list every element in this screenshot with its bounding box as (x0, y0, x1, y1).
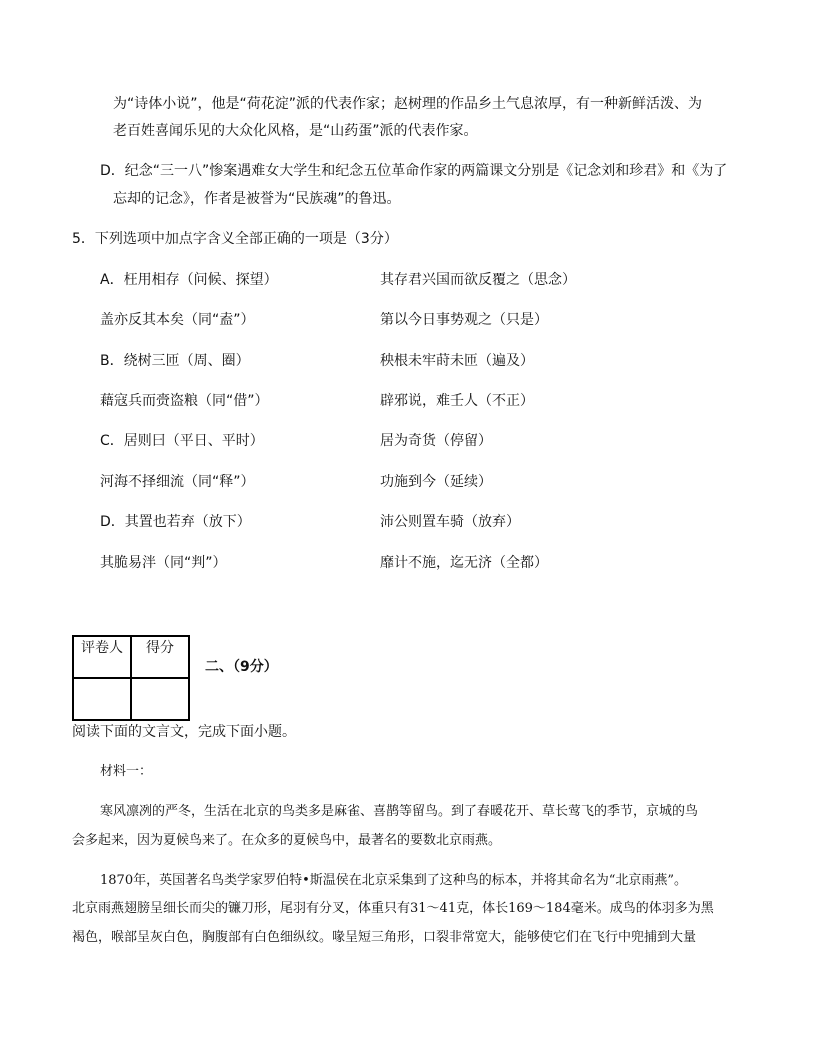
section-2-instruction: 阅读下面的文言文，完成下面小题。 (72, 724, 296, 740)
score-table-header-score: 得分 (131, 636, 189, 678)
q5-option-c-left: C．居则曰（平日、平时） (100, 433, 264, 449)
q5-option-d-left: D．其置也若弃（放下） (100, 514, 251, 530)
q5-option-d-right-2: 靡计不施，迄无济（全都） (380, 555, 548, 571)
score-table (72, 635, 190, 721)
q5-option-a-left-2: 盖亦反其本矣（同“盍”） (100, 312, 255, 328)
q4-option-d-line-1: D．纪念“三一八”惨案遇难女大学生和纪念五位革命作家的两篇课文分别是《记念刘和珍君》和《为了 (100, 163, 728, 179)
q5-option-a-left: A．枉用相存（问候、探望） (100, 272, 278, 288)
q4-option-c-line-2: 老百姓喜闻乐见的大众化风格，是“山药蛋”派的代表作家。 (113, 123, 478, 139)
q5-option-d-right: 沛公则置车骑（放弃） (380, 514, 520, 530)
section-2-title: 二、（9分） (205, 659, 278, 675)
material-1-para-1-line-1: 寒风凛冽的严冬，生活在北京的鸟类多是麻雀、喜鹊等留鸟。到了春暖花开、草长莺飞的季节，京城的鸟 (100, 804, 699, 819)
q5-option-b-right: 秧根未牢莳未匝（遍及） (380, 353, 534, 369)
q5-option-a-right-2: 第以今日事势观之（只是） (380, 312, 548, 328)
q5-option-c-right-2: 功施到今（延续） (380, 474, 492, 490)
q4-option-c-line-1: 为“诗体小说”，他是“荷花淀”派的代表作家；赵树理的作品乡土气息浓厚，有一种新鲜活泼、为 (113, 96, 703, 112)
material-1-label: 材料一： (100, 764, 153, 779)
material-1-para-1-line-2: 会多起来，因为夏候鸟来了。在众多的夏候鸟中，最著名的要数北京雨燕。 (72, 833, 502, 848)
score-table-grader-cell[interactable] (73, 678, 131, 720)
q5-stem: 5．下列选项中加点字含义全部正确的一项是（3分） (72, 231, 398, 247)
q4-option-d-line-2: 忘却的记念》，作者是被誉为“民族魂”的鲁迅。 (113, 191, 401, 207)
score-table-score-cell[interactable] (131, 678, 189, 720)
q5-option-a-right: 其存君兴国而欲反覆之（思念） (380, 272, 576, 288)
material-1-para-2-line-2: 北京雨燕翅膀呈细长而尖的镰刀形，尾羽有分叉，体重只有31～41克，体长169～184毫米。成鸟的体羽多为黑 (72, 901, 714, 916)
material-1-para-2-line-3: 褐色，喉部呈灰白色，胸腹部有白色细纵纹。喙呈短三角形，口裂非常宽大，能够使它们在飞行中兜捕到大量 (72, 930, 697, 945)
q5-option-c-left-2: 河海不择细流（同“释”） (100, 474, 255, 490)
score-table-header-grader: 评卷人 (73, 636, 131, 678)
q5-option-b-left: B．绕树三匝（周、圈） (100, 353, 250, 369)
q5-option-b-left-2: 藉寇兵而赍盗粮（同“借”） (100, 393, 269, 409)
q5-option-b-right-2: 辟邪说，难壬人（不正） (380, 393, 534, 409)
material-1-para-2-line-1: 1870年，英国著名鸟类学家罗伯特•斯温侯在北京采集到了这种鸟的标本，并将其命名为“北京雨燕”。 (100, 873, 688, 888)
q5-option-d-left-2: 其脆易泮（同“判”） (100, 555, 227, 571)
q5-option-c-right: 居为奇货（停留） (380, 433, 492, 449)
